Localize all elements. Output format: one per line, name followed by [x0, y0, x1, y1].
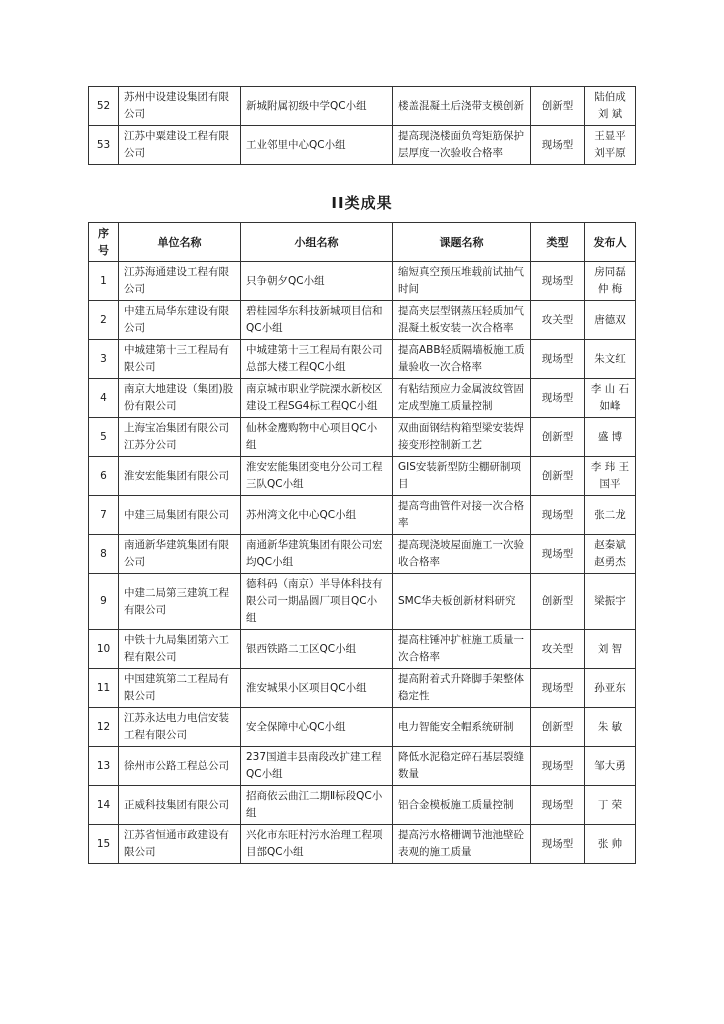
cell-group: 南京城市职业学院溧水新校区建设工程SG4标工程QC小组 [241, 379, 393, 418]
cell-type: 创新型 [531, 457, 585, 496]
cell-topic: 提高柱锤冲扩桩施工质量一次合格率 [393, 630, 531, 669]
cell-type: 创新型 [531, 574, 585, 630]
header-type: 类型 [531, 223, 585, 262]
cell-type: 现场型 [531, 535, 585, 574]
cell-publisher: 梁振宇 [585, 574, 636, 630]
table-row [89, 825, 636, 864]
cell-no: 3 [89, 340, 119, 379]
cell-topic: 提高夹层型钢蒸压轻质加气混凝土板安装一次合格率 [393, 301, 531, 340]
cell-unit: 中铁十九局集团第六工程有限公司 [119, 630, 241, 669]
table-row [89, 786, 636, 825]
table-row [89, 126, 636, 165]
cell-topic: 有粘结预应力金属波纹管固定成型施工质量控制 [393, 379, 531, 418]
cell-unit: 中城建第十三工程局有限公司 [119, 340, 241, 379]
table-row [89, 262, 636, 301]
cell-type: 现场型 [531, 262, 585, 301]
cell-no: 10 [89, 630, 119, 669]
table-row [89, 301, 636, 340]
table-row [89, 379, 636, 418]
section-title: II类成果 [331, 194, 393, 212]
cell-publisher: 朱文红 [585, 340, 636, 379]
table-row [89, 340, 636, 379]
cell-no: 14 [89, 786, 119, 825]
cell-group: 仙林金鹰购物中心项目QC小组 [241, 418, 393, 457]
cell-group: 安全保障中心QC小组 [241, 708, 393, 747]
cell-publisher: 陆伯成 刘 斌 [585, 87, 636, 126]
cell-group: 淮安宏能集团变电分公司工程三队QC小组 [241, 457, 393, 496]
cell-publisher: 邹大勇 [585, 747, 636, 786]
cell-no: 8 [89, 535, 119, 574]
cell-publisher: 丁 荣 [585, 786, 636, 825]
cell-topic: 铝合金模板施工质量控制 [393, 786, 531, 825]
cell-no: 12 [89, 708, 119, 747]
cell-group: 兴化市东旺村污水治理工程项目部QC小组 [241, 825, 393, 864]
cell-type: 创新型 [531, 418, 585, 457]
cell-type: 现场型 [531, 496, 585, 535]
cell-unit: 徐州市公路工程总公司 [119, 747, 241, 786]
cell-no: 6 [89, 457, 119, 496]
cell-group: 工业邻里中心QC小组 [241, 126, 393, 165]
cell-unit: 江苏中粟建设工程有限公司 [119, 126, 241, 165]
table-row [89, 630, 636, 669]
cell-group: 南通新华建筑集团有限公司宏均QC小组 [241, 535, 393, 574]
cell-type: 现场型 [531, 786, 585, 825]
cell-topic: SMC华夫板创新材料研究 [393, 574, 531, 630]
cell-no: 11 [89, 669, 119, 708]
cell-type: 现场型 [531, 379, 585, 418]
cell-publisher: 唐德双 [585, 301, 636, 340]
cell-topic: 电力智能安全帽系统研制 [393, 708, 531, 747]
cell-group: 苏州湾文化中心QC小组 [241, 496, 393, 535]
cell-topic: 缩短真空预压堆载前试抽气时间 [393, 262, 531, 301]
header-topic: 课题名称 [393, 223, 531, 262]
cell-type: 现场型 [531, 126, 585, 165]
cell-topic: GIS安装新型防尘棚研制项目 [393, 457, 531, 496]
cell-no: 7 [89, 496, 119, 535]
cell-type: 现场型 [531, 340, 585, 379]
cell-type: 攻关型 [531, 301, 585, 340]
cell-unit: 中建三局集团有限公司 [119, 496, 241, 535]
table-row [89, 87, 636, 126]
cell-topic: 提高污水格栅调节池池壁砼表观的施工质量 [393, 825, 531, 864]
cell-group: 碧桂园华东科技新城项目信和QC小组 [241, 301, 393, 340]
table-row [89, 747, 636, 786]
header-no: 序号 [89, 223, 119, 262]
cell-unit: 江苏海通建设工程有限公司 [119, 262, 241, 301]
cell-publisher: 李 玮 王国平 [585, 457, 636, 496]
header-unit: 单位名称 [119, 223, 241, 262]
cell-type: 现场型 [531, 747, 585, 786]
cell-topic: 双曲面钢结构箱型梁安装焊接变形控制新工艺 [393, 418, 531, 457]
class-ii-results-table [88, 222, 636, 864]
cell-group: 银西铁路二工区QC小组 [241, 630, 393, 669]
cell-publisher: 张 帅 [585, 825, 636, 864]
cell-publisher: 朱 敏 [585, 708, 636, 747]
cell-group: 只争朝夕QC小组 [241, 262, 393, 301]
cell-group: 中城建第十三工程局有限公司总部大楼工程QC小组 [241, 340, 393, 379]
header-group: 小组名称 [241, 223, 393, 262]
cell-no: 15 [89, 825, 119, 864]
cell-group: 237国道丰县南段改扩建工程QC小组 [241, 747, 393, 786]
cell-unit: 淮安宏能集团有限公司 [119, 457, 241, 496]
cell-topic: 提高现浇楼面负弯矩筋保护层厚度一次验收合格率 [393, 126, 531, 165]
table-row [89, 574, 636, 630]
table-row [89, 496, 636, 535]
cell-publisher: 刘 智 [585, 630, 636, 669]
cell-publisher: 房同磊 仲 梅 [585, 262, 636, 301]
cell-no: 52 [89, 87, 119, 126]
cell-no: 9 [89, 574, 119, 630]
cell-no: 4 [89, 379, 119, 418]
cell-unit: 上海宝冶集团有限公司江苏分公司 [119, 418, 241, 457]
cell-topic: 楼盖混凝土后浇带支模创新 [393, 87, 531, 126]
cell-publisher: 孙亚东 [585, 669, 636, 708]
cell-no: 53 [89, 126, 119, 165]
cell-unit: 中国建筑第二工程局有限公司 [119, 669, 241, 708]
cell-unit: 正威科技集团有限公司 [119, 786, 241, 825]
cell-publisher: 王显平 刘平原 [585, 126, 636, 165]
cell-no: 2 [89, 301, 119, 340]
cell-group: 招商依云曲江二期Ⅱ标段QC小组 [241, 786, 393, 825]
cell-no: 13 [89, 747, 119, 786]
cell-unit: 南通新华建筑集团有限公司 [119, 535, 241, 574]
cell-unit: 南京大地建设（集团)股份有限公司 [119, 379, 241, 418]
table-row [89, 457, 636, 496]
cell-topic: 提高ABB轻质隔墙板施工质量验收一次合格率 [393, 340, 531, 379]
cell-type: 攻关型 [531, 630, 585, 669]
cell-no: 5 [89, 418, 119, 457]
cell-topic: 提高现浇坡屋面施工一次验收合格率 [393, 535, 531, 574]
cell-unit: 江苏永达电力电信安装工程有限公司 [119, 708, 241, 747]
cell-group: 淮安城果小区项目QC小组 [241, 669, 393, 708]
table-header-row [89, 223, 636, 262]
cell-type: 现场型 [531, 669, 585, 708]
cell-publisher: 李 山 石如峰 [585, 379, 636, 418]
cell-topic: 提高附着式升降脚手架整体稳定性 [393, 669, 531, 708]
cell-type: 现场型 [531, 825, 585, 864]
cell-publisher: 张二龙 [585, 496, 636, 535]
cell-unit: 江苏省恒通市政建设有限公司 [119, 825, 241, 864]
table-row [89, 669, 636, 708]
table-row [89, 418, 636, 457]
cell-unit: 中建二局第三建筑工程有限公司 [119, 574, 241, 630]
cell-group: 新城附属初级中学QC小组 [241, 87, 393, 126]
header-publisher: 发布人 [585, 223, 636, 262]
cell-unit: 中建五局华东建设有限公司 [119, 301, 241, 340]
cell-type: 创新型 [531, 87, 585, 126]
continued-results-table [88, 86, 636, 165]
cell-type: 创新型 [531, 708, 585, 747]
cell-no: 1 [89, 262, 119, 301]
table-row [89, 708, 636, 747]
cell-publisher: 盛 博 [585, 418, 636, 457]
table-row [89, 535, 636, 574]
cell-publisher: 赵秦斌 赵勇杰 [585, 535, 636, 574]
cell-topic: 降低水泥稳定碎石基层裂缝数量 [393, 747, 531, 786]
cell-unit: 苏州中设建设集团有限公司 [119, 87, 241, 126]
cell-group: 德科码（南京）半导体科技有限公司一期晶圆厂项目QC小组 [241, 574, 393, 630]
cell-topic: 提高弯曲管件对接一次合格率 [393, 496, 531, 535]
